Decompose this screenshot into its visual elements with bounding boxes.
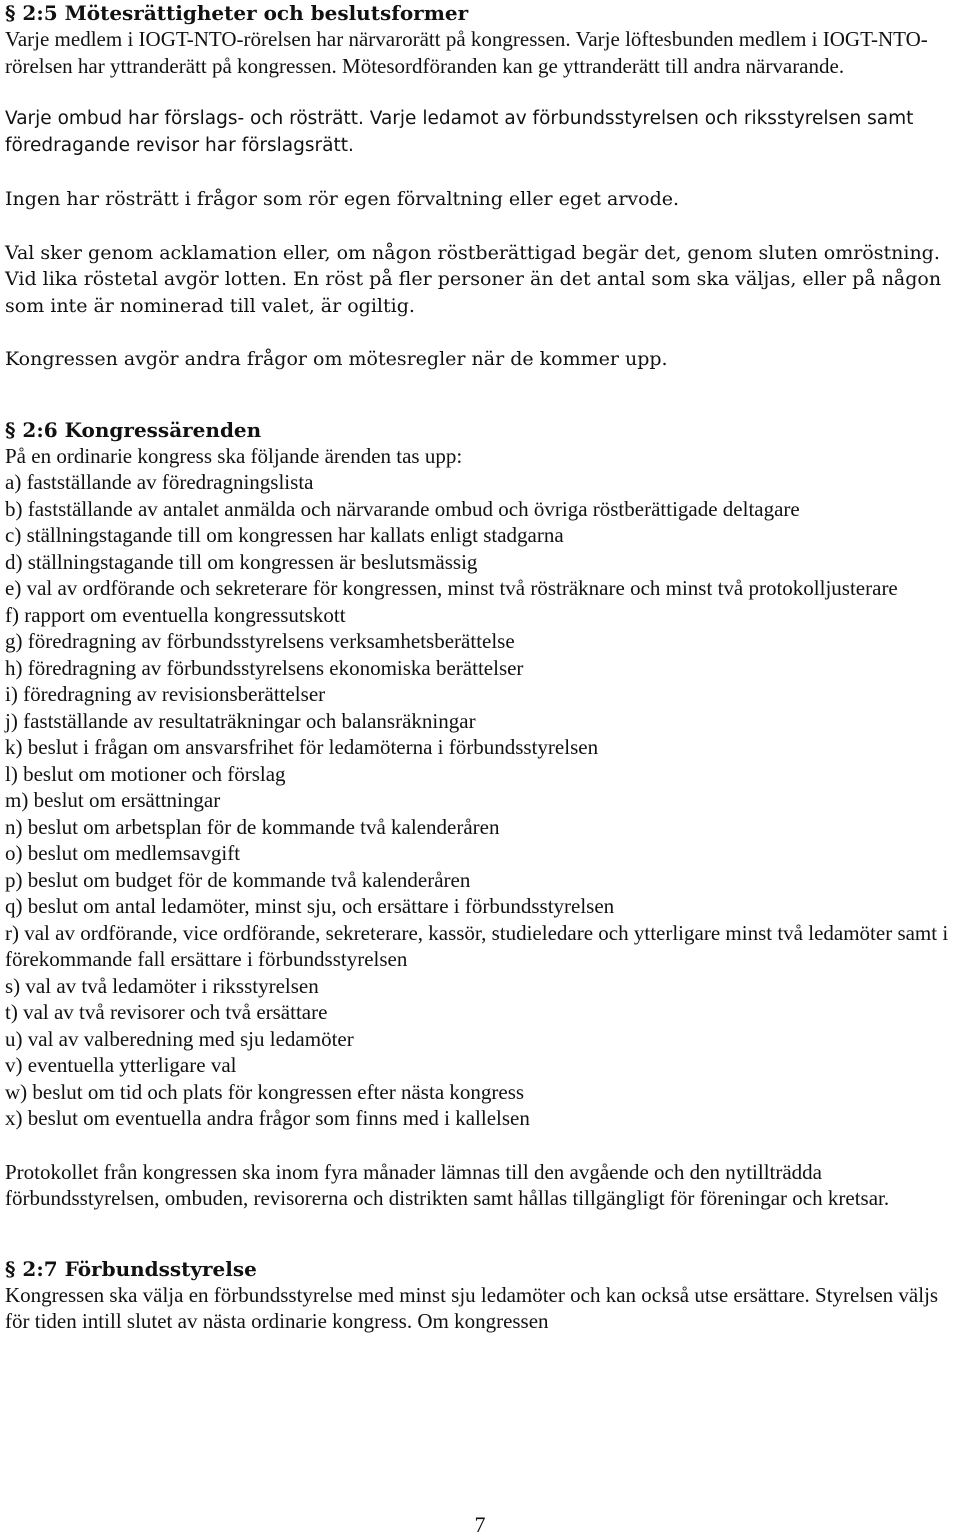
list-item: h) föredragning av förbundsstyrelsens ekonomiska berättelser xyxy=(5,655,524,680)
list-item: u) val av valberedning med sju ledamöter xyxy=(5,1026,354,1051)
list-item: w) beslut om tid och plats för kongressen efter nästa kongress xyxy=(5,1079,525,1104)
list-item: n) beslut om arbetsplan för de kommande två kalenderåren xyxy=(5,814,500,839)
paragraph: Ingen har rösträtt i frågor som rör egen förvaltning eller eget arvode. xyxy=(5,188,680,210)
list-item: m) beslut om ersättningar xyxy=(5,788,221,812)
paragraph: Kongressen ska välja en förbundsstyrelse med minst sju ledamöter och kan också utse ersättare. Styrelsen väljs för tiden intill slutet av nästa ordinarie kongress. Om kongressen xyxy=(5,1282,939,1333)
paragraph: Varje medlem i IOGT-NTO-rörelsen har närvarorätt på kongressen. Varje löftesbunden medlem i IOGT-NTO-rörelsen har yttranderätt på kongressen. Mötesordföranden kan ge yttranderätt till andra närvarande. xyxy=(5,27,928,78)
section-2-5 xyxy=(5,0,955,373)
section-heading: § 2:7 Förbundsstyrelse xyxy=(5,1256,257,1281)
list-item: k) beslut i frågan om ansvarsfrihet för ledamöterna i förbundsstyrelsen xyxy=(5,735,599,759)
list-item: t) val av två revisorer och två ersättare xyxy=(5,1000,328,1024)
paragraph: Protokollet från kongressen ska inom fyra månader lämnas till den avgående och den nytillträdda förbundsstyrelsen, ombuden, revisorerna och distrikten samt hållas tillgängligt för föreningar och kretsar. xyxy=(5,1159,890,1210)
section-heading: § 2:5 Mötesrättigheter och beslutsformer xyxy=(5,1,469,25)
list-item: s) val av två ledamöter i riksstyrelsen xyxy=(5,973,319,998)
list-item: v) eventuella ytterligare val xyxy=(5,1053,237,1077)
paragraph: Val sker genom acklamation eller, om någon röstberättigad begär det, genom sluten omröstning. Vid lika röstetal avgör lotten. En röst på fler personer än det antal som ska väljas, eller på någon som inte är nominerad till valet, är ogiltig. xyxy=(5,241,942,317)
section-2-6 xyxy=(5,417,955,1212)
list-item: c) ställningstagande till om kongressen har kallats enligt stadgarna xyxy=(5,523,564,547)
list-item: j) fastställande av resultaträkningar och balansräkningar xyxy=(5,708,476,733)
paragraph: Varje ombud har förslags- och rösträtt. Varje ledamot av förbundsstyrelsen och riksstyrelsen samt föredragande revisor har förslagsrätt. xyxy=(5,108,914,156)
list-item: e) val av ordförande och sekreterare för kongressen, minst två rösträknare och minst två protokolljusterare xyxy=(5,576,898,600)
section-2-7 xyxy=(5,1256,955,1335)
list-item: l) beslut om motioner och förslag xyxy=(5,761,286,786)
document-page xyxy=(5,0,955,1335)
list-item: a) fastställande av föredragningslista xyxy=(5,470,314,494)
list-item: i) föredragning av revisionsberättelser xyxy=(5,682,326,706)
agenda-list xyxy=(5,469,955,1132)
list-item: q) beslut om antal ledamöter, minst sju, och ersättare i förbundsstyrelsen xyxy=(5,894,615,918)
list-item: d) ställningstagande till om kongressen är beslutsmässig xyxy=(5,549,478,574)
list-item: o) beslut om medlemsavgift xyxy=(5,841,241,865)
paragraph-intro: På en ordinarie kongress ska följande ärenden tas upp: xyxy=(5,443,463,468)
paragraph: Kongressen avgör andra frågor om mötesregler när de kommer upp. xyxy=(5,348,668,370)
page-number: 7 xyxy=(474,1512,486,1537)
list-item: r) val av ordförande, vice ordförande, sekreterare, kassör, studieledare och ytterligare minst två ledamöter samt i förekommande fall ersättare i förbundsstyrelsen xyxy=(5,920,949,971)
list-item: g) föredragning av förbundsstyrelsens verksamhetsberättelse xyxy=(5,629,515,653)
list-item: x) beslut om eventuella andra frågor som finns med i kallelsen xyxy=(5,1106,530,1130)
list-item: b) fastställande av antalet anmälda och närvarande ombud och övriga röstberättigade deltagare xyxy=(5,496,800,521)
list-item: p) beslut om budget för de kommande två kalenderåren xyxy=(5,867,471,892)
section-heading: § 2:6 Kongressärenden xyxy=(5,417,262,442)
list-item: f) rapport om eventuella kongressutskott xyxy=(5,602,346,627)
